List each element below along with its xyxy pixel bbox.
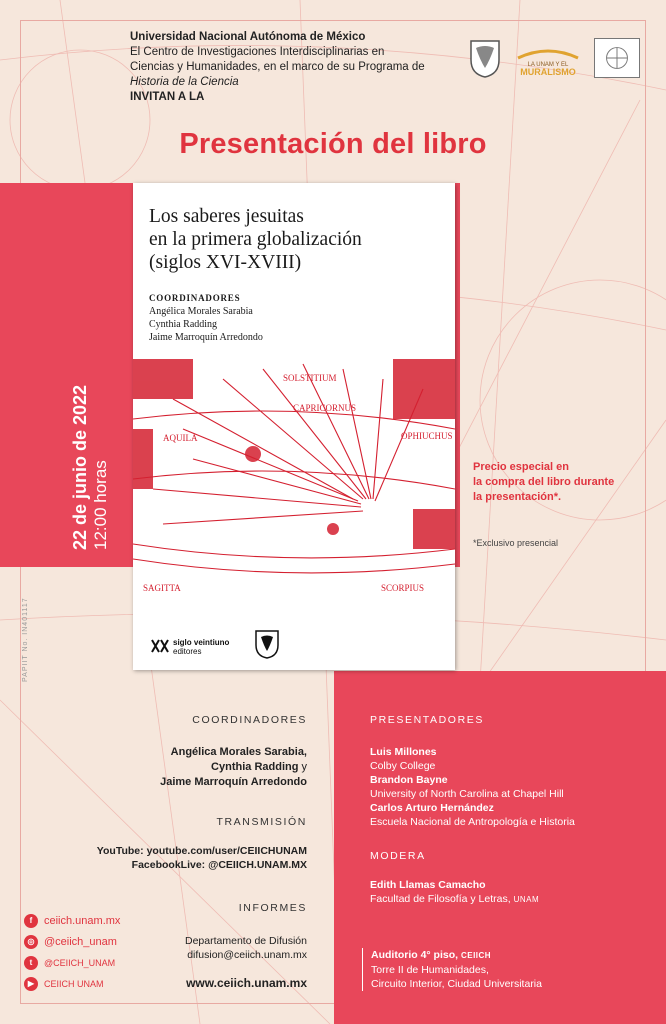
muralismo-logo-icon (510, 44, 586, 78)
ceiich-logo-icon (594, 38, 640, 78)
youtube-link[interactable]: YouTube: youtube.com/user/CEIICHUNAM (96, 845, 307, 857)
social-instagram-text: @ceiich_unam (44, 935, 117, 948)
presentadores-list (370, 745, 575, 829)
moderator-name: Edith Llamas Camacho (370, 879, 486, 891)
book-title (149, 205, 362, 274)
venue-line-3: Circuito Interior, Ciudad Universitaria (371, 978, 542, 990)
facebook-live-link[interactable]: FacebookLive: @CEIICH.UNAM.MX (131, 859, 307, 871)
informes-info (100, 934, 307, 962)
coord-name-1: Angélica Morales Sarabia, (170, 746, 307, 758)
book-coord-label: COORDINADORES (149, 293, 241, 303)
presenter-3-aff: Escuela Nacional de Antropología e Historia (370, 816, 575, 828)
presenter-3-name: Carlos Arturo Hernández (370, 802, 494, 814)
venue-line-1-text: Auditorio 4° piso, (371, 949, 461, 961)
presenter-1-aff: Colby College (370, 760, 436, 772)
book-title-line-3: (siglos XVI-XVIII) (149, 252, 302, 273)
art-label-4: SAGITTA (143, 583, 181, 593)
informes-label: INFORMES (238, 902, 307, 914)
papiit-code: PAPIIT No. IN401117 (22, 597, 29, 682)
coord-name-3: Jaime Marroquín Arredondo (160, 776, 307, 788)
venue-line-2: Torre II de Humanidades, (371, 964, 489, 976)
publisher-sub: editores (173, 647, 202, 656)
social-youtube[interactable] (24, 973, 120, 994)
transmision-info (60, 844, 307, 872)
social-instagram[interactable] (24, 931, 120, 952)
book-title-line-1: Los saberes jesuitas (149, 206, 304, 227)
coord-name-2 (100, 760, 307, 775)
twitter-icon: t (24, 956, 38, 970)
social-facebook-text: ceiich.unam.mx (44, 914, 121, 927)
presentadores-label: PRESENTADORES (370, 714, 484, 726)
promo-text (473, 460, 633, 505)
art-label-1: SOLSTITIUM (283, 373, 337, 383)
art-label-2: CAPRICORNUS (293, 403, 357, 413)
moderator-aff-text: Facultad de Filosofía y Letras, (370, 893, 514, 905)
header-text (130, 30, 460, 105)
art-label-5: SCORPIUS (381, 583, 425, 593)
presenter-1-name: Luis Millones (370, 746, 437, 758)
event-day: 22 de junio de 2022 (70, 384, 90, 550)
publisher (173, 638, 229, 656)
unam-seal-small-icon (253, 629, 281, 659)
social-twitter[interactable] (24, 952, 120, 973)
coordinadores-names (100, 745, 307, 790)
page-title: Presentación del libro (179, 128, 487, 160)
promo-note: *Exclusivo presencial (473, 538, 559, 548)
modera-label: MODERA (370, 850, 426, 862)
coord-name-2a: Cynthia Radding (211, 761, 299, 773)
mural-sub: LA UNAM Y EL (527, 62, 569, 68)
header-line-2: El Centro de Investigaciones Interdisciplinarias en (130, 46, 385, 58)
art-label-3: AQUILA (163, 433, 198, 443)
header-university: Universidad Nacional Autónoma de México (130, 31, 366, 43)
social-links (24, 910, 120, 994)
promo-line-2: la compra del libro durante (473, 476, 615, 488)
book-cover (133, 183, 455, 670)
moderator-aff (370, 892, 539, 907)
informes-email[interactable]: difusion@ceiich.unam.mx (187, 949, 307, 961)
header-program: Historia de la Ciencia (130, 76, 239, 88)
siglo-xxi-logo-icon (151, 639, 169, 653)
mural-text: MURALISMO (520, 67, 576, 77)
book-name-3: Jaime Marroquín Arredondo (149, 332, 263, 343)
event-hour: 12:00 horas (91, 460, 110, 550)
venue-line-1 (371, 948, 542, 963)
informes-dept: Departamento de Difusión (185, 935, 307, 947)
moderator (370, 878, 539, 907)
venue (362, 948, 542, 991)
event-date (70, 370, 120, 550)
unam-seal-icon (466, 38, 504, 78)
venue-line-1-small: CEIICH (460, 951, 492, 960)
coordinadores-label: COORDINADORES (192, 714, 307, 726)
header-invite: INVITAN A LA (130, 91, 205, 103)
presenter-2-name: Brandon Bayne (370, 774, 448, 786)
coord-name-2b: y (298, 761, 307, 773)
transmision-label: TRANSMISIÓN (216, 816, 307, 828)
book-title-line-2: en la primera globalización (149, 229, 362, 250)
book-name-1: Angélica Morales Sarabia (149, 306, 253, 317)
book-name-2: Cynthia Radding (149, 319, 218, 330)
book-cover-star-chart (133, 359, 455, 597)
publisher-name: siglo veintiuno (173, 638, 230, 647)
facebook-icon: f (24, 914, 38, 928)
art-label-6: OPHIUCHUS (401, 431, 453, 441)
social-youtube-text: CEIICH UNAM (44, 978, 104, 989)
promo-line-3: la presentación*. (473, 491, 562, 503)
instagram-icon: ◎ (24, 935, 38, 949)
moderator-aff-small: UNAM (513, 895, 540, 904)
social-twitter-text: @CEIICH_UNAM (44, 957, 116, 968)
youtube-icon: ▶ (24, 977, 38, 991)
presenter-2-aff: University of North Carolina at Chapel Hill (370, 788, 564, 800)
social-facebook[interactable] (24, 910, 120, 931)
website-link[interactable]: www.ceiich.unam.mx (186, 976, 307, 990)
book-coord-names (149, 305, 263, 344)
header-line-3: Ciencias y Humanidades, en el marco de su Programa de (130, 61, 425, 73)
promo-line-1: Precio especial en (473, 461, 569, 473)
